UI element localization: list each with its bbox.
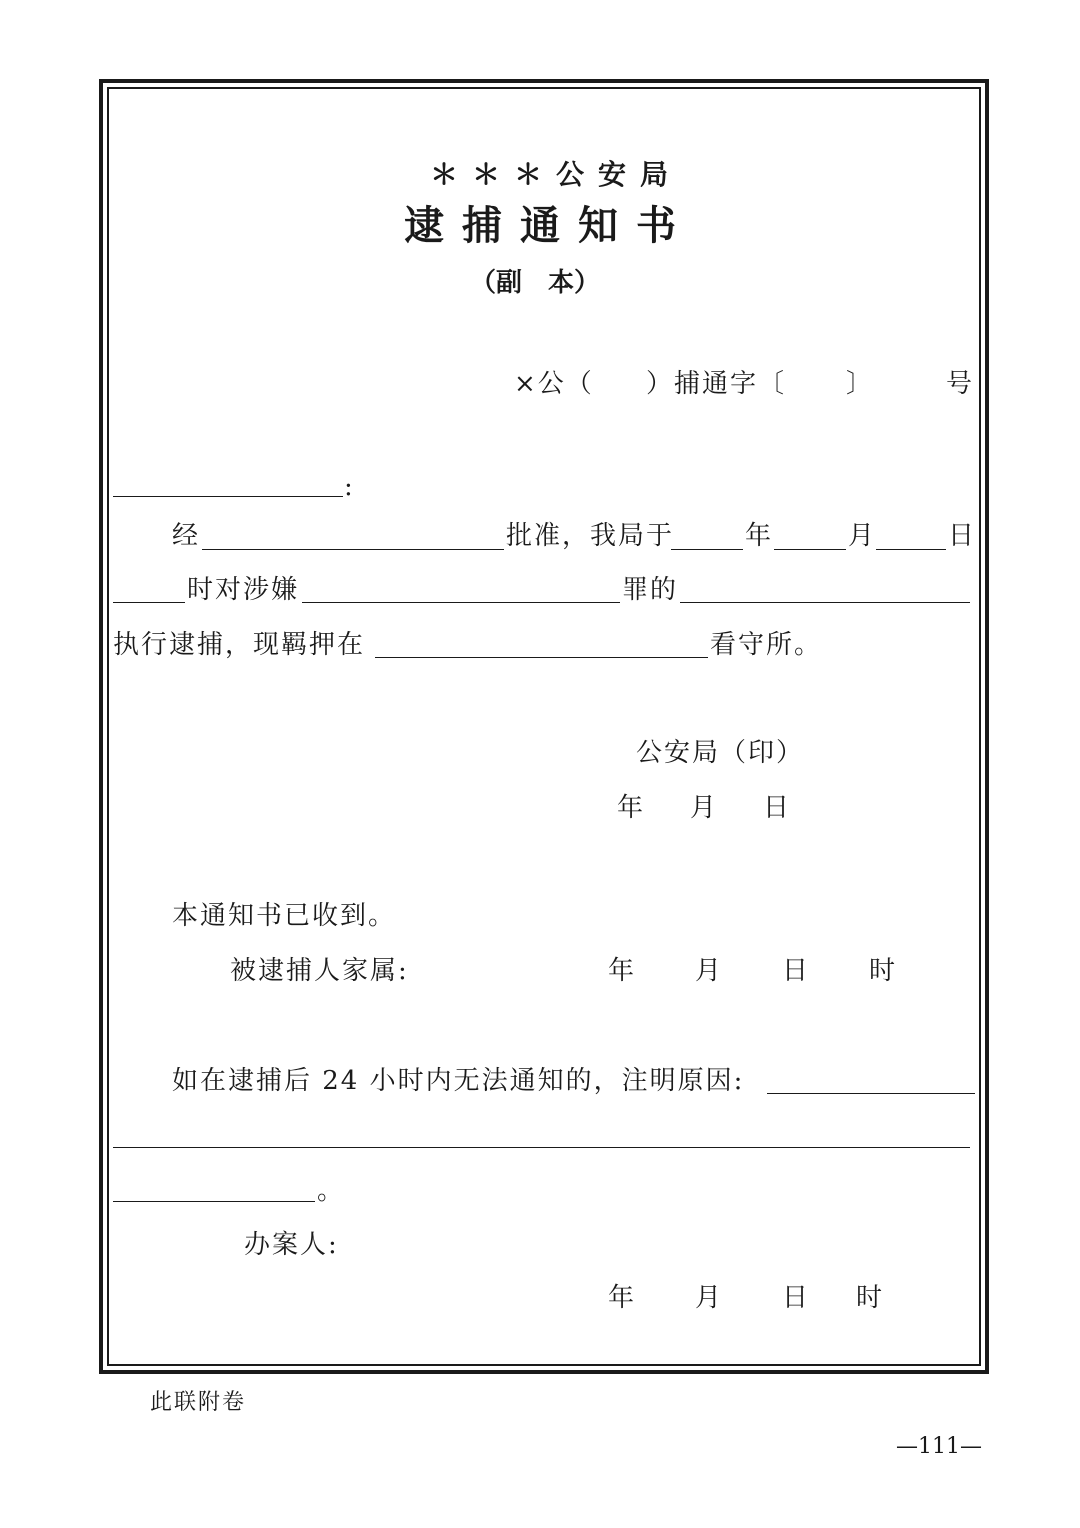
- agency-heading: ＊＊＊公安局: [430, 158, 683, 191]
- doc-number-close: 〕: [846, 369, 875, 399]
- arrest-hour-blank[interactable]: [113, 602, 185, 603]
- seal-year-label: 年: [617, 793, 646, 823]
- family-signature-label: 被逮捕人家属:: [230, 956, 409, 986]
- family-year-label: 年: [608, 956, 637, 986]
- detention-center-blank[interactable]: [375, 657, 708, 658]
- addressee-blank[interactable]: [113, 496, 343, 497]
- seal-month-label: 月: [690, 793, 719, 823]
- doc-number-prefix: ×公（: [514, 369, 594, 399]
- suspected-text: 时对涉嫌: [187, 575, 300, 605]
- seal-label: 公安局（印）: [636, 738, 805, 768]
- approved-by-prefix: 经: [172, 521, 201, 551]
- handler-year-label: 年: [608, 1283, 637, 1313]
- reason-blank-2[interactable]: [113, 1147, 970, 1148]
- document-title: 逮捕通知书: [404, 202, 694, 249]
- receipt-statement: 本通知书已收到。: [172, 901, 397, 931]
- reason-end-mark: 。: [317, 1176, 346, 1206]
- handler-label: 办案人:: [244, 1230, 339, 1260]
- arrest-month-label: 月: [848, 521, 877, 551]
- handler-month-label: 月: [695, 1283, 724, 1313]
- family-hour-label: 时: [869, 956, 898, 986]
- arrest-day-label: 日: [948, 521, 977, 551]
- detention-text: 执行逮捕，现羁押在: [113, 630, 366, 660]
- doc-number-suffix: 号: [946, 369, 975, 399]
- copy-type-label: （副 本）: [470, 268, 601, 298]
- archive-note: 此联附卷: [150, 1390, 247, 1415]
- page-number: —111—: [896, 1434, 982, 1459]
- suspect-name-blank[interactable]: [680, 602, 970, 603]
- reason-label: 如在逮捕后 24 小时内无法通知的，注明原因:: [172, 1066, 745, 1096]
- approved-text: 批准，我局于: [506, 521, 675, 551]
- addressee-colon: :: [344, 472, 355, 502]
- approver-blank[interactable]: [202, 549, 504, 550]
- doc-number-middle: ）捕通字〔: [646, 369, 787, 399]
- arrest-year-blank[interactable]: [671, 549, 743, 550]
- family-month-label: 月: [695, 956, 724, 986]
- reason-blank-3[interactable]: [113, 1201, 315, 1202]
- detention-center-suffix: 看守所。: [710, 630, 823, 660]
- arrest-year-label: 年: [745, 521, 774, 551]
- arrest-day-blank[interactable]: [876, 549, 946, 550]
- reason-blank-1[interactable]: [767, 1093, 975, 1094]
- crime-blank[interactable]: [302, 602, 620, 603]
- handler-hour-label: 时: [856, 1283, 885, 1313]
- handler-day-label: 日: [782, 1283, 811, 1313]
- arrest-month-blank[interactable]: [774, 549, 846, 550]
- family-day-label: 日: [782, 956, 811, 986]
- crime-text: 罪的: [622, 575, 679, 605]
- seal-day-label: 日: [763, 793, 792, 823]
